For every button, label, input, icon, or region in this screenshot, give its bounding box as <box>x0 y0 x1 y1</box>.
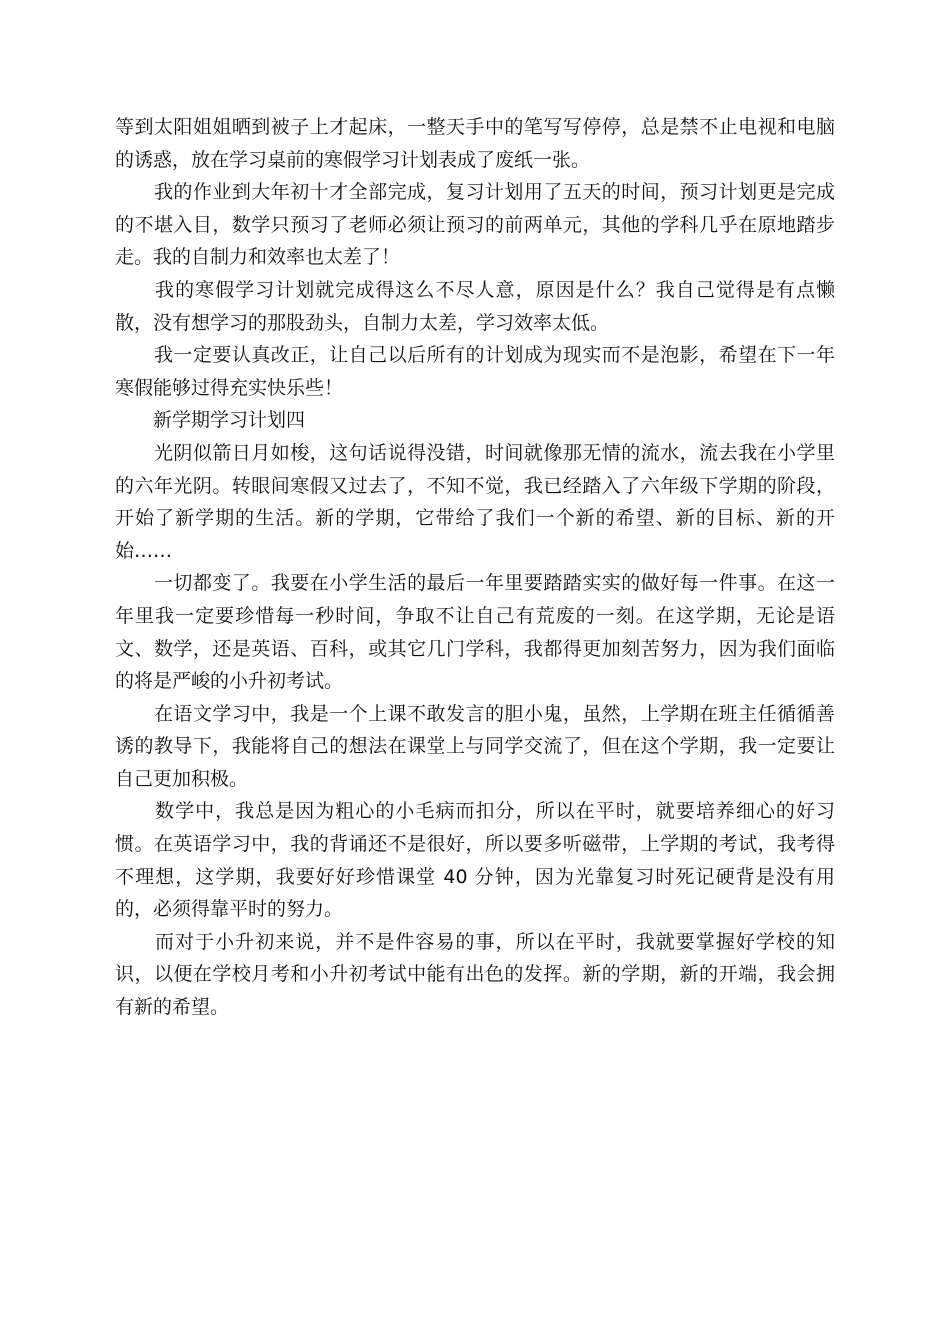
paragraph-1: 等到太阳姐姐晒到被子上才起床，一整天手中的笔写写停停，总是禁不止电视和电脑的诱惑，放在学习桌前的寒假学习计划表成了废纸一张。 <box>115 116 835 171</box>
paragraph-5: 光阴似箭日月如梭，这句话说得没错，时间就像那无情的流水，流去我在小学里的六年光阴。转眼间寒假又过去了，不知不觉，我已经踏入了六年级下学期的阶段，开始了新学期的生活。新的学期，它带给了我们一个新的希望、新的目标、新的开始…… <box>115 441 835 562</box>
paragraph-4: 我一定要认真改正，让自己以后所有的计划成为现实而不是泡影，希望在下一年寒假能够过得充实快乐些！ <box>115 344 835 399</box>
paragraph-8: 数学中，我总是因为粗心的小毛病而扣分，所以在平时，就要培养细心的好习惯。在英语学习中，我的背诵还不是很好，所以要多听磁带，上学期的考试，我考得不理想，这学期，我要好好珍惜课堂 40 分钟，因为光靠复习时死记硬背是没有用的，必须得靠平时的努力。 <box>115 800 835 921</box>
section-heading: 新学期学习计划四 <box>115 409 306 432</box>
document-body <box>115 111 835 1024</box>
paragraph-6: 一切都变了。我要在小学生活的最后一年里要踏踏实实的做好每一件事。在这一年里我一定要珍惜每一秒时间，争取不让自己有荒废的一刻。在这学期，无论是语文、数学，还是英语、百科，或其它几门学科，我都得更加刻苦努力，因为我们面临的将是严峻的小升初考试。 <box>115 572 835 693</box>
paragraph-3: 我的寒假学习计划就完成得这么不尽人意，原因是什么？我自己觉得是有点懒散，没有想学习的那股劲头，自制力太差，学习效率太低。 <box>115 278 835 334</box>
paragraph-9: 而对于小升初来说，并不是件容易的事，所以在平时，我就要掌握好学校的知识，以便在学校月考和小升初考试中能有出色的发挥。新的学期，新的开端，我会拥有新的希望。 <box>115 930 835 1019</box>
paragraph-7: 在语文学习中，我是一个上课不敢发言的胆小鬼，虽然，上学期在班主任循循善诱的教导下，我能将自己的想法在课堂上与同学交流了，但在这个学期，我一定要让自己更加积极。 <box>115 702 835 790</box>
paragraph-2: 我的作业到大年初十才全部完成，复习计划用了五天的时间，预习计划更是完成的不堪入目，数学只预习了老师必须让预习的前两单元，其他的学科几乎在原地踏步走。我的自制力和效率也太差了！ <box>115 181 835 269</box>
